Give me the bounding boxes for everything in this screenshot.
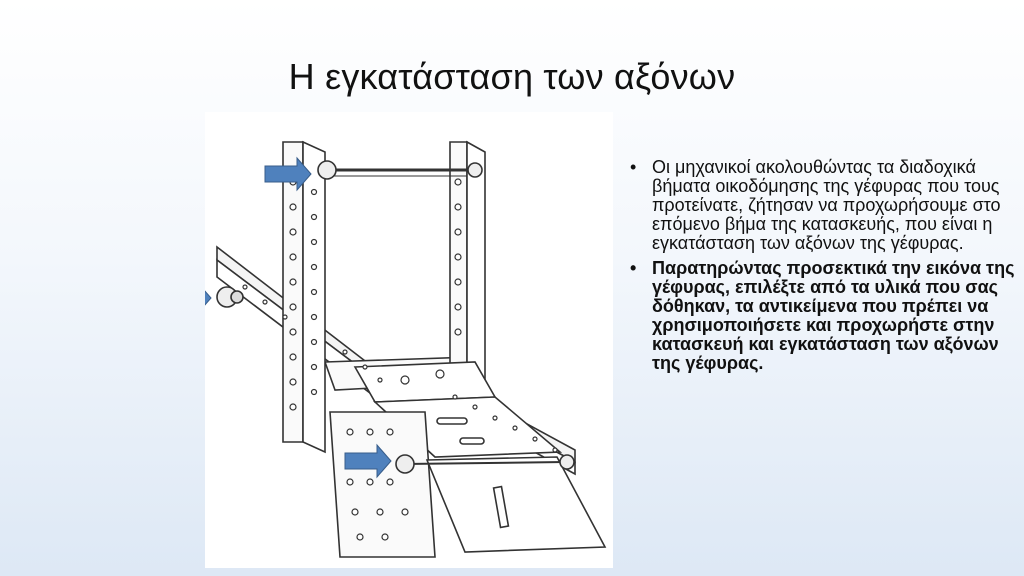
bullet-list [630,158,1015,379]
bullet-item-1 [630,158,1015,253]
bullet-text: Οι μηχανικοί ακολουθώντας τα διαδοχικά βήματα οικοδόμησης της γέφυρας που τους προτείνατε, ζήτησαν να προχωρήσουμε στο επόμενο βήμα της κατασκευής, που είναι η εγκατάσταση των αξόνων της γέφυρας. [652,157,1001,253]
bridge-diagram-image [205,112,613,568]
slide-title: Η εγκατάσταση των αξόνων [288,56,736,97]
bullet-text: Παρατηρώντας προσεκτικά την εικόνα της γέφυρας, επιλέξτε από τα υλικά που σας δόθηκαν, τα αντικείμενα που πρέπει να χρησιμοποιήσετε και προχωρήστε στην κατασκευή και εγκατάσταση των αξόνων της γέφυρας. [652,258,1015,373]
bullet-dot-icon: • [630,157,637,177]
bullet-dot-icon: • [630,258,637,278]
bullet-item-2 [630,259,1015,373]
